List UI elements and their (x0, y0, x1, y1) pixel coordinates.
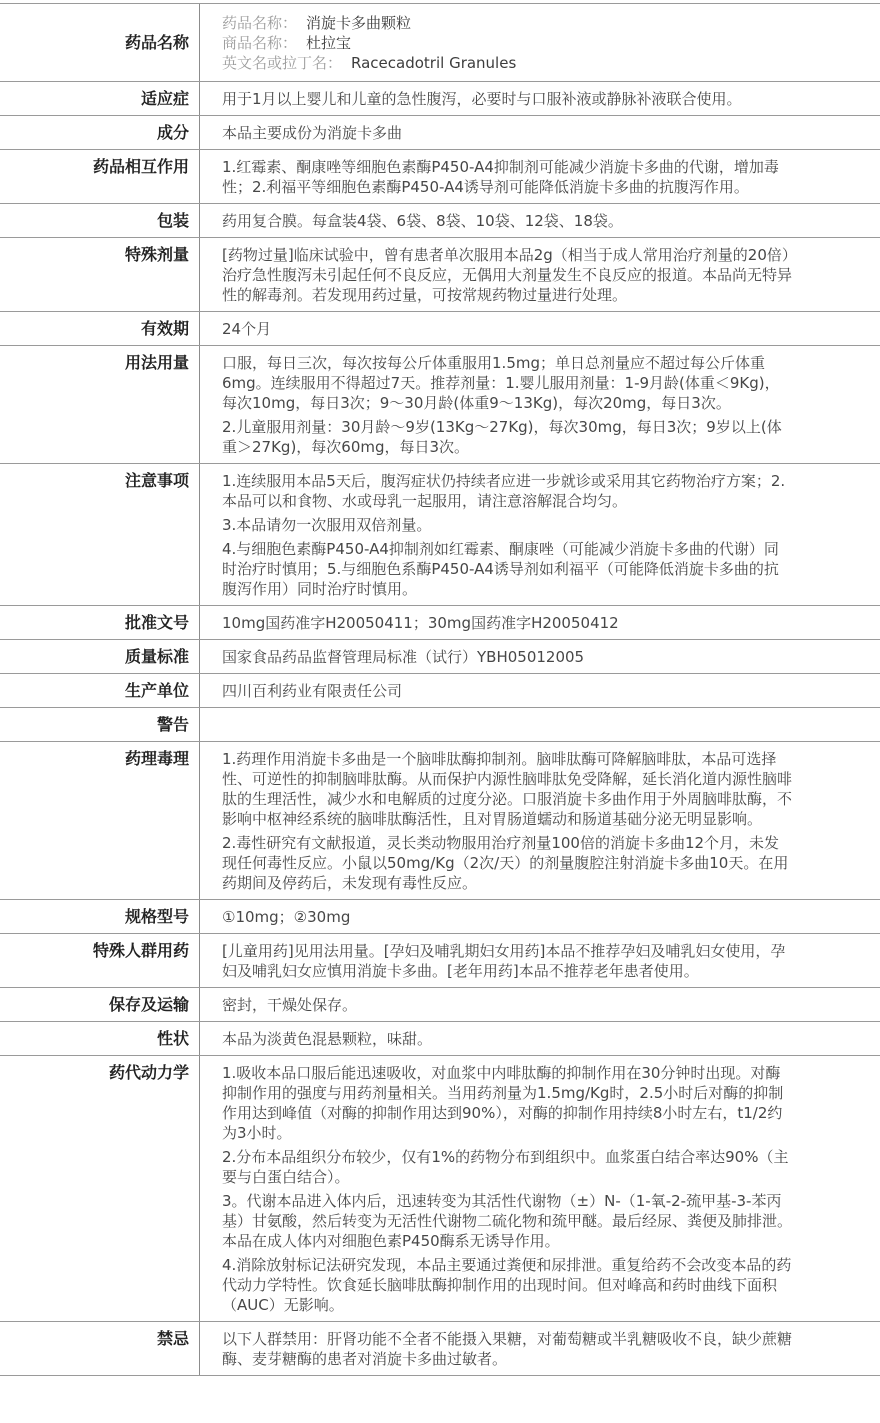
table-row-pharmacology-toxicology (0, 742, 880, 900)
table-row-special-dosage (0, 238, 880, 312)
table-row-drug-interactions (0, 150, 880, 204)
table-row-appearance (0, 1022, 880, 1056)
drug-info-page (0, 3, 880, 1423)
paragraph: 10mg国药准字H20050411；30mg国药准字H20050412 (222, 614, 619, 632)
row-content-ingredients (200, 116, 880, 149)
row-content-pharmacokinetics (200, 1056, 880, 1321)
paragraph: 四川百利药业有限责任公司 (222, 682, 403, 700)
paragraph: ①10mg；②30mg (222, 908, 351, 926)
row-label-precautions: 注意事项 (0, 464, 200, 605)
row-content-drug-name (200, 4, 880, 81)
row-content-precautions (200, 464, 880, 605)
paragraph: 4.与细胞色素酶P450-A4抑制剂如红霉素、酮康唑（可能减少消旋卡多曲的代谢）同时治疗时慎用；5.与细胞色系酶P450-A4诱导剂如利福平（可能降低消旋卡多曲的抗腹泻作用）同时治疗时慎用。 (222, 540, 779, 598)
row-label-manufacturer: 生产单位 (0, 674, 200, 707)
row-label-special-dosage: 特殊剂量 (0, 238, 200, 311)
row-label-drug-interactions: 药品相互作用 (0, 150, 200, 203)
field-value: 消旋卡多曲颗粒 (306, 14, 412, 32)
row-content-special-populations (200, 934, 880, 987)
table-row-specification (0, 900, 880, 934)
row-content-quality-standard (200, 640, 880, 673)
table-row-drug-name (0, 4, 880, 82)
table-row-storage-transport (0, 988, 880, 1022)
row-content-contraindications (200, 1322, 880, 1375)
table-row-approval-number (0, 606, 880, 640)
table-row-special-populations (0, 934, 880, 988)
paragraph: 本品为淡黄色混悬颗粒，味甜。 (222, 1030, 433, 1048)
field-generic-name (222, 13, 792, 33)
table-row-ingredients (0, 116, 880, 150)
row-content-warning (200, 708, 880, 741)
row-content-indications (200, 82, 880, 115)
table-row-manufacturer (0, 674, 880, 708)
row-content-approval-number (200, 606, 880, 639)
row-label-pharmacokinetics: 药代动力学 (0, 1056, 200, 1321)
table-row-shelf-life (0, 312, 880, 346)
row-label-contraindications: 禁忌 (0, 1322, 200, 1375)
row-label-special-populations: 特殊人群用药 (0, 934, 200, 987)
field-value: 杜拉宝 (306, 34, 352, 52)
row-label-specification: 规格型号 (0, 900, 200, 933)
field-english-name (222, 53, 792, 73)
paragraph: 口服，每日三次，每次按每公斤体重服用1.5mg；单日总剂量应不超过每公斤体重6mg。连续服用不得超过7天。推荐剂量：1.婴儿服用剂量：1-9月龄(体重＜9Kg)，每次10mg，每日3次；9～30月龄(体重9～13Kg)，每次20mg，每日3次。 (222, 354, 780, 412)
paragraph: 24个月 (222, 320, 272, 338)
row-label-quality-standard: 质量标准 (0, 640, 200, 673)
table-row-contraindications (0, 1322, 880, 1376)
row-content-appearance (200, 1022, 880, 1055)
table-row-precautions (0, 464, 880, 606)
paragraph: 1.药理作用消旋卡多曲是一个脑啡肽酶抑制剂。脑啡肽酶可降解脑啡肽，本品可选择性、可逆性的抑制脑啡肽酶。从而保护内源性脑啡肽免受降解，延长消化道内源性脑啡肽的生理活性，减少水和电解质的过度分泌。口服消旋卡多曲作用于外周脑啡肽酶，不影响中枢神经系统的脑啡肽酶活性，且对胃肠道蠕动和肠道基础分泌无明显影响。 (222, 750, 793, 828)
paragraph: 药用复合膜。每盒装4袋、6袋、8袋、10袋、12袋、18袋。 (222, 212, 623, 230)
row-label-dosage-administration: 用法用量 (0, 346, 200, 463)
paragraph: 国家食品药品监督管理局标准（试行）YBH05012005 (222, 648, 585, 666)
row-content-storage-transport (200, 988, 880, 1021)
row-label-storage-transport: 保存及运输 (0, 988, 200, 1021)
row-content-pharmacology-toxicology (200, 742, 880, 899)
table-row-warning (0, 708, 880, 742)
paragraph: 以下人群禁用：肝肾功能不全者不能摄入果糖，对葡萄糖或半乳糖吸收不良，缺少蔗糖酶、麦芽糖酶的患者对消旋卡多曲过敏者。 (222, 1330, 793, 1368)
row-label-approval-number: 批准文号 (0, 606, 200, 639)
row-label-drug-name: 药品名称 (0, 4, 200, 81)
table-row-dosage-administration (0, 346, 880, 464)
row-label-warning: 警告 (0, 708, 200, 741)
row-content-packaging (200, 204, 880, 237)
field-key: 商品名称： (222, 34, 298, 52)
paragraph: 2.儿童服用剂量：30月龄～9岁(13Kg～27Kg)，每次30mg，每日3次；9岁以上(体重＞27Kg)，每次60mg，每日3次。 (222, 418, 782, 456)
row-content-manufacturer (200, 674, 880, 707)
field-value: Racecadotril Granules (351, 54, 517, 72)
row-content-specification (200, 900, 880, 933)
paragraph: 4.消除放射标记法研究发现，本品主要通过粪便和尿排泄。重复给药不会改变本品的药代动力学特性。饮食延长脑啡肽酶抑制作用的出现时间。但对峰高和药时曲线下面积（AUC）无影响。 (222, 1256, 792, 1314)
field-trade-name (222, 33, 792, 53)
paragraph: 1.红霉素、酮康唑等细胞色素酶P450-A4抑制剂可能减少消旋卡多曲的代谢，增加毒性；2.利福平等细胞色素酶P450-A4诱导剂可能降低消旋卡多曲的抗腹泻作用。 (222, 158, 779, 196)
paragraph: 2.分布本品组织分布较少，仅有1%的药物分布到组织中。血浆蛋白结合率达90%（主要与白蛋白结合）。 (222, 1148, 789, 1186)
row-label-ingredients: 成分 (0, 116, 200, 149)
row-content-drug-interactions (200, 150, 880, 203)
row-label-shelf-life: 有效期 (0, 312, 200, 345)
row-content-dosage-administration (200, 346, 880, 463)
table-row-pharmacokinetics (0, 1056, 880, 1322)
paragraph: 1.吸收本品口服后能迅速吸收，对血浆中内啡肽酶的抑制作用在30分钟时出现。对酶抑制作用的强度与用药剂量相关。当用药剂量为1.5mg/Kg时，2.5小时后对酶的抑制作用达到峰值（对酶的抑制作用达到90%），对酶的抑制作用持续8小时左右，t1/2约为3小时。 (222, 1064, 784, 1142)
paragraph: [儿童用药]见用法用量。[孕妇及哺乳期妇女用药]本品不推荐孕妇及哺乳妇女使用，孕妇及哺乳妇女应慎用消旋卡多曲。[老年用药]本品不推荐老年患者使用。 (222, 942, 786, 980)
row-content-special-dosage (200, 238, 880, 311)
row-label-appearance: 性状 (0, 1022, 200, 1055)
row-label-packaging: 包装 (0, 204, 200, 237)
table-row-quality-standard (0, 640, 880, 674)
paragraph: 3.本品请勿一次服用双倍剂量。 (222, 516, 432, 534)
row-label-indications: 适应症 (0, 82, 200, 115)
paragraph: 1.连续服用本品5天后，腹泻症状仍持续者应进一步就诊或采用其它药物治疗方案；2.本品可以和食物、水或母乳一起服用，请注意溶解混合均匀。 (222, 472, 786, 510)
paragraph: 2.毒性研究有文献报道，灵长类动物服用治疗剂量100倍的消旋卡多曲12个月，未发现任何毒性反应。小鼠以50mg/Kg（2次/天）的剂量腹腔注射消旋卡多曲10天。在用药期间及停药后，未发现有毒性反应。 (222, 834, 789, 892)
field-key: 英文名或拉丁名： (222, 54, 343, 72)
drug-info-table (0, 3, 880, 1376)
paragraph: 本品主要成份为消旋卡多曲 (222, 124, 403, 142)
row-content-shelf-life (200, 312, 880, 345)
paragraph: 密封，干燥处保存。 (222, 996, 358, 1014)
field-key: 药品名称： (222, 14, 298, 32)
table-row-indications (0, 82, 880, 116)
paragraph: [药物过量]临床试验中，曾有患者单次服用本品2g（相当于成人常用治疗剂量的20倍）治疗急性腹泻未引起任何不良反应，无偶用大剂量发生不良反应的报道。本品尚无特异性的解毒剂。若发现用药过量，可按常规药物过量进行处理。 (222, 246, 793, 304)
paragraph: 用于1月以上婴儿和儿童的急性腹泻，必要时与口服补液或静脉补液联合使用。 (222, 90, 742, 108)
paragraph: 3。代谢本品进入体内后，迅速转变为其活性代谢物（±）N-（1-氧-2-巯甲基-3-苯丙基）甘氨酸，然后转变为无活性代谢物二硫化物和巯甲醚。最后经尿、粪便及肺排泄。本品在成人体内对细胞色素P450酶系无诱导作用。 (222, 1192, 793, 1250)
row-label-pharmacology-toxicology: 药理毒理 (0, 742, 200, 899)
table-row-packaging (0, 204, 880, 238)
